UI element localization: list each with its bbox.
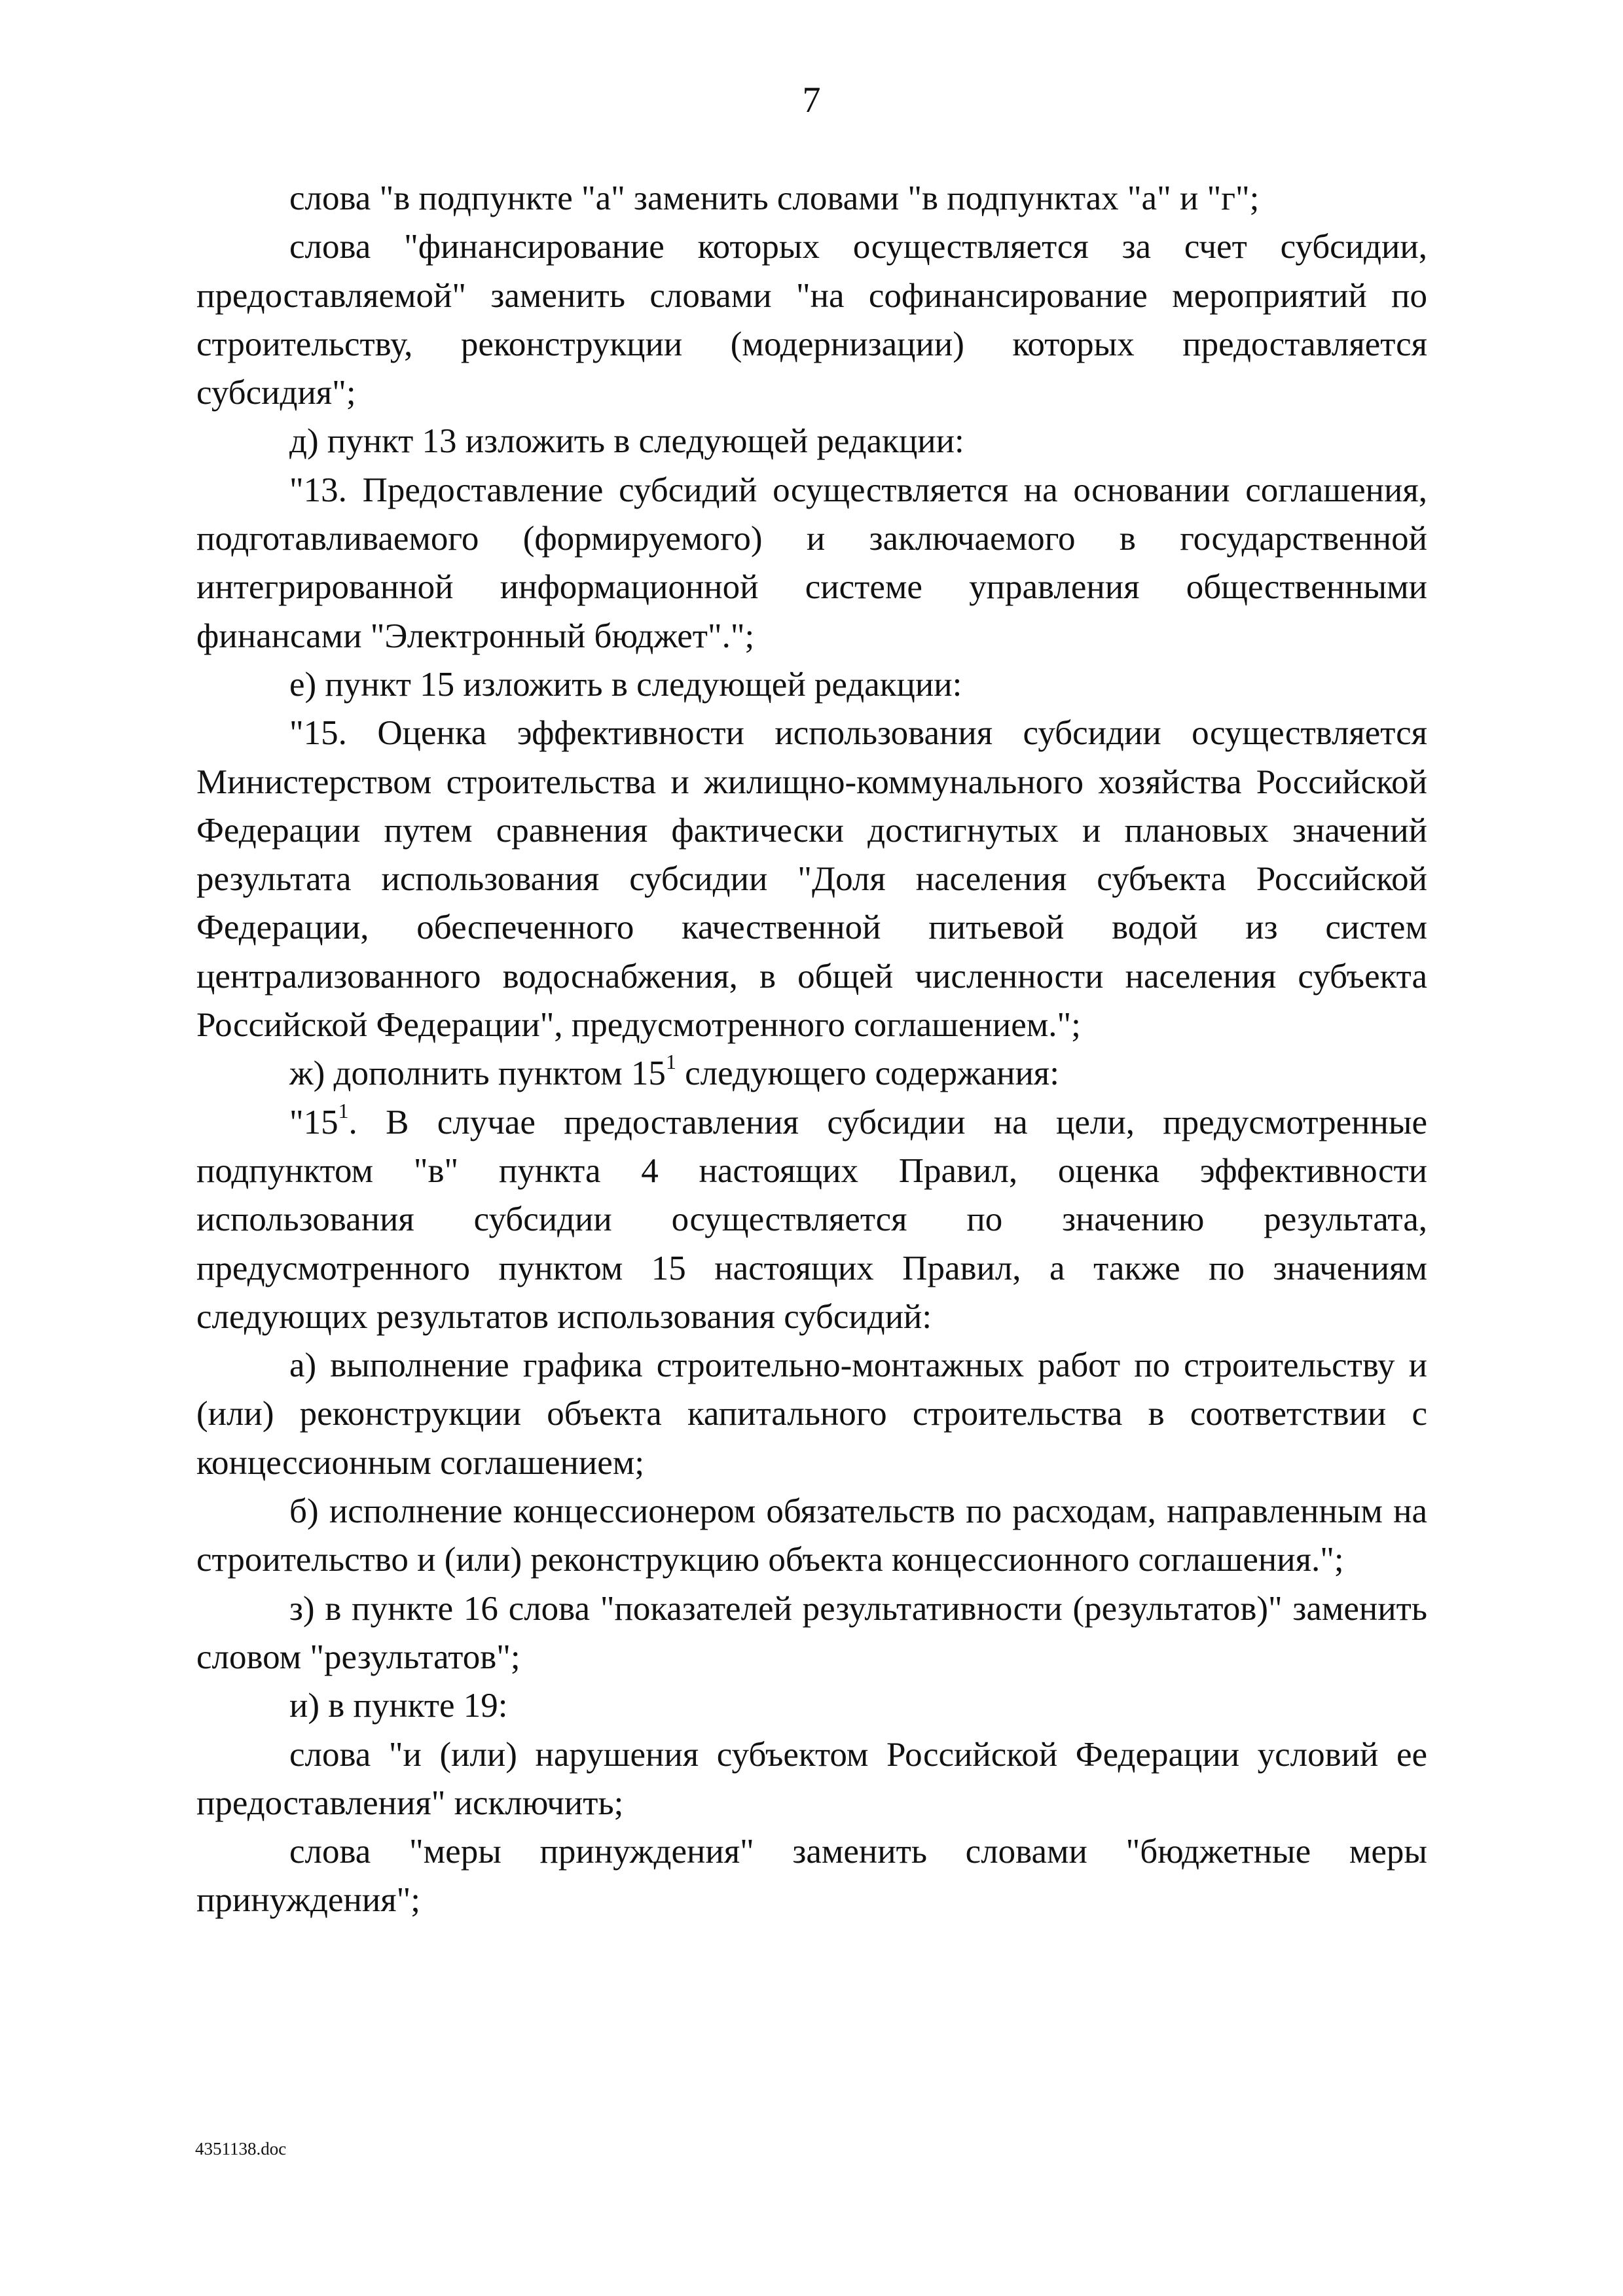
paragraph: з) в пункте 16 слова "показателей результативности (результатов)" заменить словом "результатов"; [196,1589,1427,1676]
document-code: 4351138.doc [195,2139,287,2159]
paragraph: а) выполнение графика строительно-монтажных работ по строительству и (или) реконструкции объекта капитального строительства в соответствии с концессионным соглашением; [196,1346,1427,1482]
page-number: 7 [802,80,821,120]
paragraph: е) пункт 15 изложить в следующей редакции: [289,665,962,704]
paragraph-zh [196,1049,1427,1098]
superscript: 1 [665,1050,676,1074]
paragraph: и) в пункте 19: [289,1687,508,1725]
paragraph: д) пункт 13 изложить в следующей редакции: [289,422,964,461]
paragraph: "15. Оценка эффективности использования субсидии осуществляется Министерством строительства и жилищно-коммунального хозяйства Российской Федерации путем сравнения фактически достигнутых и плановых значений результата использования субсидии "Доля населения субъекта Российской Федерации, обеспеченного качественной питьевой водой из систем централизованного водоснабжения, в общей численности населения субъекта Российской Федерации", предусмотренного соглашением."; [196,714,1427,1045]
paragraph-text: . В случае предоставления субсидии на цели, предусмотренные подпунктом "в" пункта 4 настоящих Правил, оценка эффективности использования субсидии осуществляется по значению результата, предусмотренного пунктом 15 настоящих Правил, а также по значениям следующих результатов использования субсидий: [196,1103,1427,1336]
paragraph: слова "меры принуждения" заменить словами "бюджетные меры принуждения"; [196,1833,1427,1920]
document-body [196,174,1427,1925]
superscript: 1 [338,1099,349,1122]
paragraph: слова "и (или) нарушения субъектом Российской Федерации условий ее предоставления" исключить; [196,1735,1427,1822]
paragraph: б) исполнение концессионером обязательств по расходам, направленным на строительство и (или) реконструкцию объекта концессионного соглашения."; [196,1492,1427,1579]
paragraph: "13. Предоставление субсидий осуществляется на основании соглашения, подготавливаемого (формируемого) и заключаемого в государственной интегрированной информационной системе управления общественными финансами "Электронный бюджет"."; [196,471,1427,655]
paragraph: слова "в подпункте "а" заменить словами "в подпунктах "а" и "г"; [289,179,1260,217]
paragraph-text: ж) дополнить пунктом 15 [289,1054,666,1093]
paragraph-text: следующего содержания: [676,1054,1059,1093]
paragraph-text: "15 [289,1103,338,1141]
paragraph: слова "финансирование которых осуществляется за счет субсидии, предоставляемой" заменить словами "на софинансирование мероприятий по строительству, реконструкции (модернизации) которых предоставляется субсидия"; [196,228,1427,412]
paragraph-15-1 [196,1098,1427,1341]
